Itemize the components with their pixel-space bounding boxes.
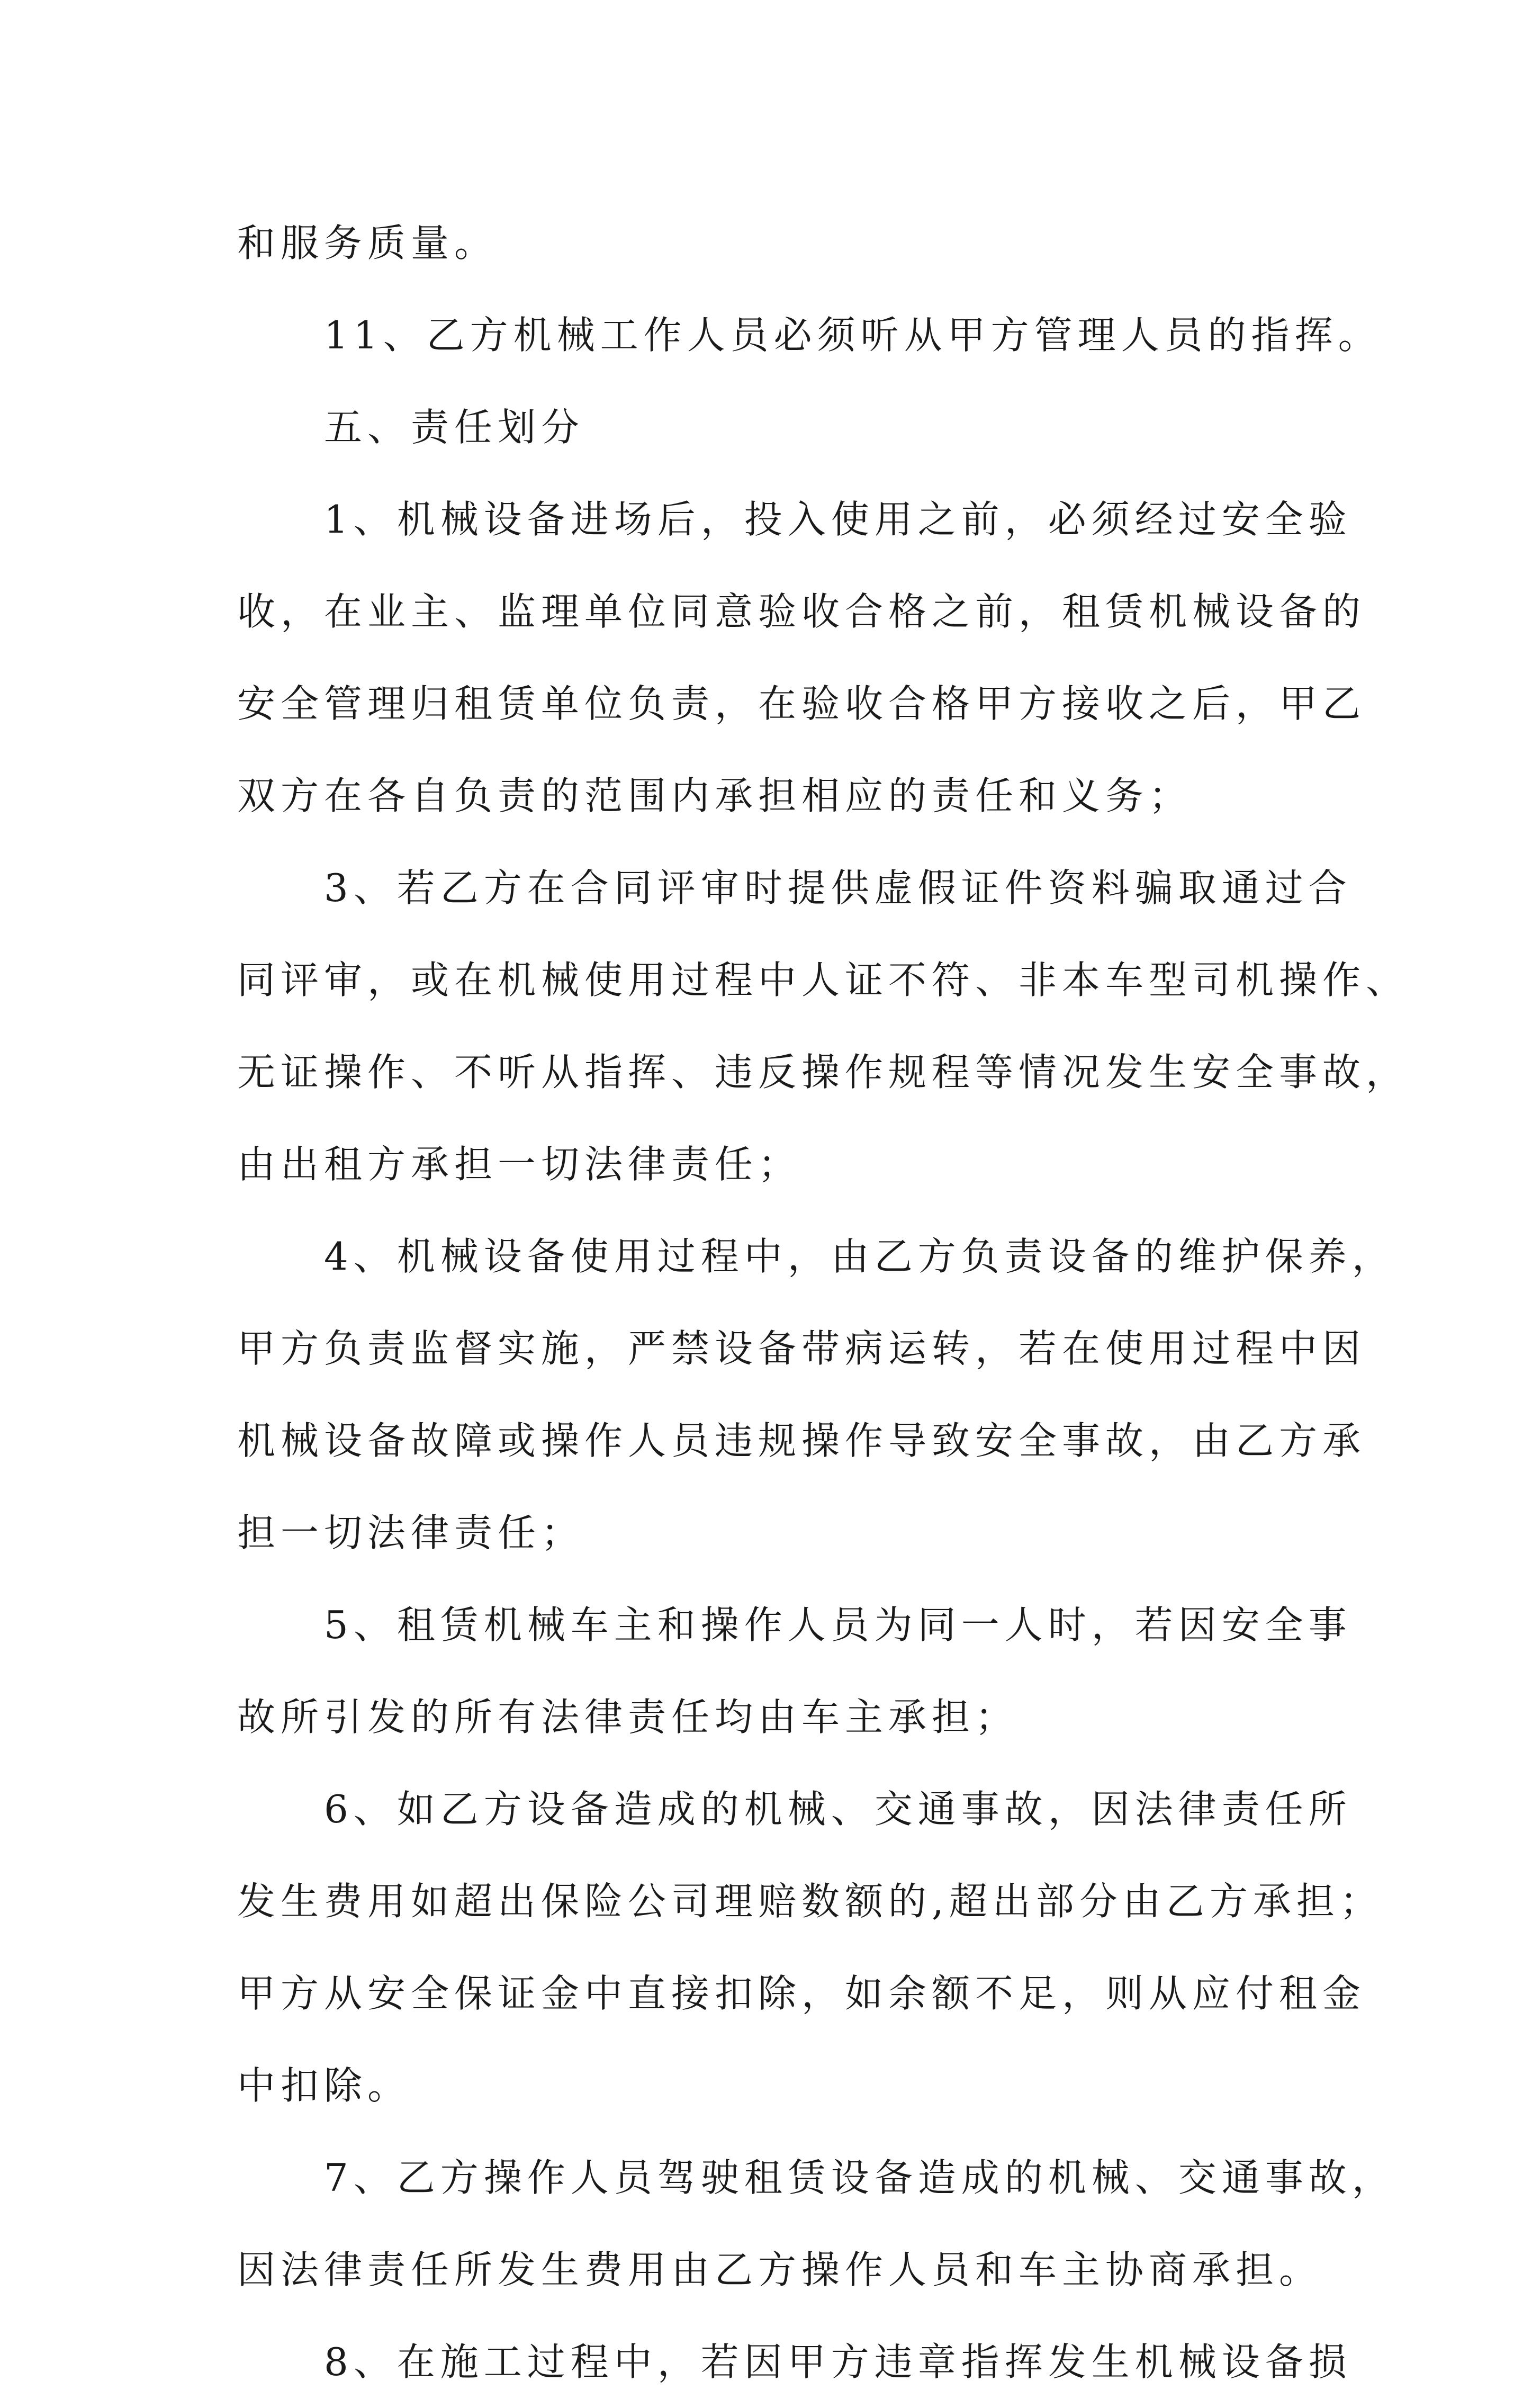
paragraph — [237, 1210, 1395, 1579]
text-line: 11、乙方机械工作人员必须听从甲方管理人员的指挥。 — [324, 313, 1382, 357]
paragraph — [237, 473, 1366, 842]
paragraph — [237, 842, 1410, 1210]
text-line: 无证操作、不听从指挥、违反操作规程等情况发生安全事故， — [237, 1050, 1410, 1094]
text-line: 安全管理归租赁单位负责，在验收合格甲方接收之后，甲乙 — [237, 681, 1366, 726]
document-body — [237, 197, 1410, 2408]
text-line: 1、机械设备进场后，投入使用之前，必须经过安全验 — [324, 497, 1352, 542]
text-line: 同评审，或在机械使用过程中人证不符、非本车型司机操作、 — [237, 958, 1410, 1002]
section-heading — [237, 381, 1317, 473]
text-line: 甲方从安全保证金中直接扣除，如余额不足，则从应付租金 — [237, 1971, 1366, 2016]
text-line: 发生费用如超出保险公司理赔数额的,超出部分由乙方承担； — [237, 1879, 1383, 1924]
text-line: 3、若乙方在合同评审时提供虚假证件资料骗取通过合 — [324, 866, 1352, 910]
text-line: 甲方负责监督实施，严禁设备带病运转，若在使用过程中因 — [237, 1326, 1366, 1371]
text-line: 8、在施工过程中，若因甲方违章指挥发生机械设备损 — [324, 2340, 1352, 2384]
text-line: 和服务质量。 — [237, 221, 498, 265]
text-line: 机械设备故障或操作人员违规操作导致安全事故，由乙方承 — [237, 1418, 1366, 1463]
paragraph — [237, 197, 1317, 289]
paragraph — [237, 1763, 1383, 2132]
text-line: 5、租赁机械车主和操作人员为同一人时，若因安全事 — [324, 1603, 1352, 1647]
text-line: 双方在各自负责的范围内承担相应的责任和义务； — [237, 774, 1193, 818]
text-line: 4、机械设备使用过程中，由乙方负责设备的维护保养， — [324, 1234, 1395, 1279]
paragraph — [237, 1579, 1352, 1763]
text-line: 五、责任划分 — [324, 405, 585, 450]
paragraph — [237, 2316, 1352, 2408]
text-line: 6、如乙方设备造成的机械、交通事故，因法律责任所 — [324, 1787, 1352, 1831]
text-line: 故所引发的所有法律责任均由车主承担； — [237, 1695, 1019, 1739]
paragraph — [237, 289, 1382, 381]
text-line: 中扣除。 — [237, 2063, 411, 2108]
text-line: 因法律责任所发生费用由乙方操作人员和车主协商承担。 — [237, 2248, 1323, 2292]
paragraph — [237, 2132, 1395, 2316]
text-line: 担一切法律责任； — [237, 1511, 585, 1555]
text-line: 由出租方承担一切法律责任； — [237, 1142, 802, 1187]
text-line: 7、乙方操作人员驾驶租赁设备造成的机械、交通事故， — [324, 2155, 1395, 2200]
text-line: 收，在业主、监理单位同意验收合格之前，租赁机械设备的 — [237, 589, 1366, 634]
